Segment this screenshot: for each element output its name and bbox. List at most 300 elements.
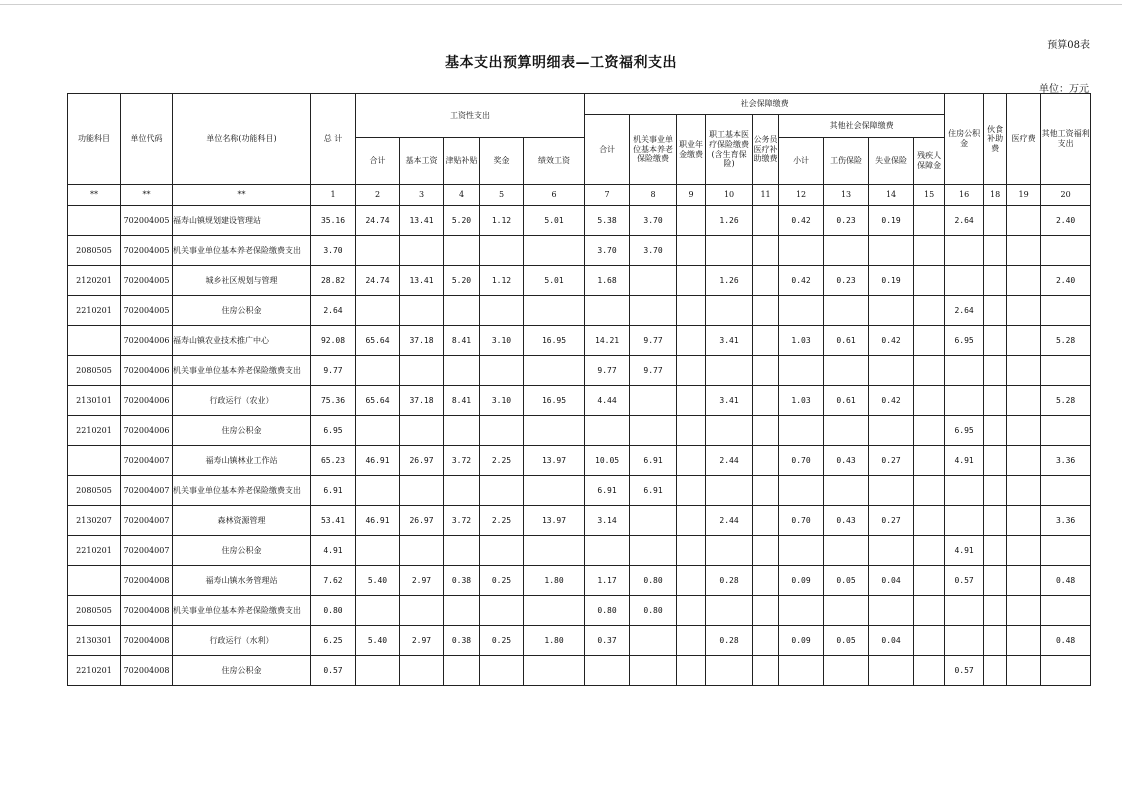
value-cell: 0.23	[824, 266, 869, 296]
value-cell	[914, 626, 945, 656]
value-cell: 3.14	[585, 506, 630, 536]
header-wage-total: 合计	[356, 138, 400, 185]
unit-name-cell: 机关事业单位基本养老保险缴费支出	[173, 476, 311, 506]
value-cell	[706, 296, 753, 326]
value-cell: 3.70	[311, 236, 356, 266]
value-cell	[869, 476, 914, 506]
value-cell: 0.25	[480, 566, 524, 596]
column-index-cell: 2	[356, 185, 400, 206]
value-cell	[914, 536, 945, 566]
value-cell	[984, 296, 1007, 326]
value-cell: 3.36	[1041, 446, 1091, 476]
value-cell: 0.09	[779, 626, 824, 656]
value-cell: 5.28	[1041, 386, 1091, 416]
value-cell	[677, 296, 706, 326]
value-cell: 3.70	[630, 236, 677, 266]
value-cell	[753, 596, 779, 626]
value-cell	[706, 236, 753, 266]
value-cell	[945, 476, 984, 506]
value-cell	[1041, 656, 1091, 686]
column-index-cell: 4	[444, 185, 480, 206]
value-cell	[1041, 296, 1091, 326]
table-row	[68, 446, 1091, 476]
value-cell	[869, 656, 914, 686]
value-cell	[400, 656, 444, 686]
column-index-cell: 15	[914, 185, 945, 206]
value-cell	[753, 656, 779, 686]
func-code-cell: 2130207	[68, 506, 121, 536]
func-code-cell: 2130301	[68, 626, 121, 656]
value-cell	[824, 476, 869, 506]
table-row	[68, 566, 1091, 596]
value-cell	[1007, 266, 1041, 296]
header-unit-name: 单位名称(功能科目)	[173, 94, 311, 185]
value-cell	[984, 416, 1007, 446]
func-code-cell: 2210201	[68, 656, 121, 686]
value-cell	[356, 596, 400, 626]
unit-name-cell: 住房公积金	[173, 536, 311, 566]
unit-name-cell: 福寿山镇农业技术推广中心	[173, 326, 311, 356]
value-cell	[984, 596, 1007, 626]
value-cell: 6.95	[945, 326, 984, 356]
value-cell	[356, 536, 400, 566]
value-cell	[914, 566, 945, 596]
value-cell: 28.82	[311, 266, 356, 296]
value-cell	[824, 656, 869, 686]
value-cell: 1.26	[706, 266, 753, 296]
value-cell: 0.43	[824, 446, 869, 476]
value-cell: 5.38	[585, 206, 630, 236]
column-index-cell: 18	[984, 185, 1007, 206]
value-cell: 2.97	[400, 626, 444, 656]
value-cell: 4.44	[585, 386, 630, 416]
value-cell	[706, 596, 753, 626]
value-cell: 3.10	[480, 326, 524, 356]
value-cell	[1007, 326, 1041, 356]
value-cell	[706, 536, 753, 566]
value-cell	[677, 656, 706, 686]
column-index-cell: 12	[779, 185, 824, 206]
unit-code-cell: 702004008	[121, 596, 173, 626]
header-disabled-fund: 残疾人保障金	[914, 138, 945, 185]
value-cell: 13.97	[524, 506, 585, 536]
value-cell	[945, 356, 984, 386]
table-body	[68, 206, 1091, 686]
value-cell	[984, 506, 1007, 536]
value-cell: 24.74	[356, 266, 400, 296]
unit-code-cell: 702004005	[121, 266, 173, 296]
value-cell: 3.70	[585, 236, 630, 266]
header-unemployment-insurance: 失业保险	[869, 138, 914, 185]
value-cell	[779, 476, 824, 506]
value-cell: 5.20	[444, 266, 480, 296]
unit-name-cell: 城乡社区规划与管理	[173, 266, 311, 296]
unit-name-cell: 住房公积金	[173, 296, 311, 326]
value-cell	[444, 476, 480, 506]
value-cell: 0.48	[1041, 566, 1091, 596]
header-injury-insurance: 工伤保险	[824, 138, 869, 185]
value-cell	[914, 206, 945, 236]
value-cell	[585, 656, 630, 686]
value-cell: 5.40	[356, 626, 400, 656]
value-cell	[869, 416, 914, 446]
value-cell	[869, 596, 914, 626]
header-annuity: 职业年金缴费	[677, 115, 706, 185]
value-cell: 3.41	[706, 386, 753, 416]
value-cell	[984, 356, 1007, 386]
column-index-cell: 14	[869, 185, 914, 206]
value-cell	[1007, 596, 1041, 626]
value-cell	[356, 296, 400, 326]
column-index-cell: **	[173, 185, 311, 206]
value-cell: 0.48	[1041, 626, 1091, 656]
value-cell: 0.05	[824, 626, 869, 656]
value-cell: 0.38	[444, 626, 480, 656]
value-cell	[630, 536, 677, 566]
value-cell	[630, 626, 677, 656]
value-cell	[677, 206, 706, 236]
value-cell: 8.41	[444, 386, 480, 416]
value-cell	[524, 356, 585, 386]
value-cell	[356, 416, 400, 446]
value-cell	[824, 416, 869, 446]
value-cell	[400, 536, 444, 566]
value-cell: 26.97	[400, 446, 444, 476]
value-cell: 2.64	[311, 296, 356, 326]
value-cell: 6.95	[945, 416, 984, 446]
value-cell	[753, 326, 779, 356]
unit-name-cell: 机关事业单位基本养老保险缴费支出	[173, 596, 311, 626]
value-cell	[1007, 416, 1041, 446]
value-cell	[984, 536, 1007, 566]
value-cell	[400, 356, 444, 386]
value-cell	[984, 656, 1007, 686]
value-cell: 4.91	[945, 536, 984, 566]
value-cell: 0.04	[869, 626, 914, 656]
value-cell	[480, 476, 524, 506]
value-cell: 0.57	[945, 656, 984, 686]
func-code-cell: 2210201	[68, 296, 121, 326]
value-cell	[677, 386, 706, 416]
unit-name-cell: 福寿山镇水务管理站	[173, 566, 311, 596]
value-cell	[524, 296, 585, 326]
unit-name-cell: 行政运行（水利）	[173, 626, 311, 656]
value-cell: 3.10	[480, 386, 524, 416]
value-cell	[1007, 206, 1041, 236]
unit-code-cell: 702004007	[121, 446, 173, 476]
table-row	[68, 656, 1091, 686]
value-cell	[914, 356, 945, 386]
value-cell: 2.97	[400, 566, 444, 596]
value-cell	[524, 656, 585, 686]
value-cell: 0.43	[824, 506, 869, 536]
value-cell	[984, 326, 1007, 356]
func-code-cell: 2130101	[68, 386, 121, 416]
value-cell: 4.91	[311, 536, 356, 566]
value-cell	[677, 506, 706, 536]
page-title: 基本支出预算明细表—工资福利支出	[445, 55, 677, 71]
value-cell	[984, 626, 1007, 656]
value-cell: 8.41	[444, 326, 480, 356]
column-index-cell: 16	[945, 185, 984, 206]
value-cell: 0.23	[824, 206, 869, 236]
value-cell: 6.91	[311, 476, 356, 506]
value-cell	[400, 296, 444, 326]
header-other-welfare: 其他工资福利支出	[1041, 94, 1091, 185]
header-bonus: 奖金	[480, 138, 524, 185]
value-cell: 0.28	[706, 626, 753, 656]
table-row	[68, 476, 1091, 506]
value-cell: 2.64	[945, 206, 984, 236]
value-cell	[869, 536, 914, 566]
unit-code-cell: 702004008	[121, 566, 173, 596]
value-cell: 1.03	[779, 326, 824, 356]
value-cell: 37.18	[400, 326, 444, 356]
value-cell	[753, 476, 779, 506]
value-cell: 0.80	[311, 596, 356, 626]
value-cell	[1041, 536, 1091, 566]
value-cell: 6.91	[630, 446, 677, 476]
unit-name-cell: 住房公积金	[173, 656, 311, 686]
func-code-cell	[68, 446, 121, 476]
value-cell	[1007, 236, 1041, 266]
value-cell	[1041, 596, 1091, 626]
value-cell	[630, 656, 677, 686]
value-cell	[677, 566, 706, 596]
value-cell: 2.25	[480, 446, 524, 476]
value-cell	[630, 386, 677, 416]
value-cell	[1007, 506, 1041, 536]
value-cell: 6.95	[311, 416, 356, 446]
value-cell: 16.95	[524, 326, 585, 356]
value-cell	[444, 356, 480, 386]
value-cell	[524, 476, 585, 506]
value-cell: 1.80	[524, 566, 585, 596]
column-index-cell: 1	[311, 185, 356, 206]
value-cell	[984, 386, 1007, 416]
value-cell: 75.36	[311, 386, 356, 416]
value-cell	[444, 296, 480, 326]
value-cell: 3.36	[1041, 506, 1091, 536]
unit-code-cell: 702004005	[121, 236, 173, 266]
value-cell	[869, 236, 914, 266]
value-cell	[400, 476, 444, 506]
value-cell: 7.62	[311, 566, 356, 596]
value-cell: 3.70	[630, 206, 677, 236]
header-food-allowance: 伙食补助费	[984, 94, 1007, 185]
table-row	[68, 626, 1091, 656]
value-cell: 65.64	[356, 386, 400, 416]
value-cell	[444, 536, 480, 566]
header-social-group: 社会保障缴费	[585, 94, 945, 115]
value-cell	[753, 626, 779, 656]
table-row	[68, 416, 1091, 446]
value-cell	[677, 266, 706, 296]
value-cell	[356, 356, 400, 386]
value-cell	[914, 266, 945, 296]
value-cell	[356, 656, 400, 686]
value-cell	[914, 596, 945, 626]
value-cell: 0.27	[869, 446, 914, 476]
value-cell	[524, 536, 585, 566]
value-cell	[480, 536, 524, 566]
value-cell	[945, 506, 984, 536]
value-cell	[1041, 416, 1091, 446]
table-row	[68, 206, 1091, 236]
header-func-code: 功能科目	[68, 94, 121, 185]
value-cell	[677, 476, 706, 506]
table-row	[68, 536, 1091, 566]
value-cell: 0.61	[824, 386, 869, 416]
value-cell	[480, 356, 524, 386]
value-cell	[706, 656, 753, 686]
value-cell	[984, 476, 1007, 506]
budget-table	[67, 93, 1091, 686]
value-cell	[677, 536, 706, 566]
header-other-subtotal: 小计	[779, 138, 824, 185]
value-cell: 5.40	[356, 566, 400, 596]
value-cell	[824, 236, 869, 266]
value-cell	[677, 416, 706, 446]
value-cell	[779, 416, 824, 446]
value-cell: 5.20	[444, 206, 480, 236]
value-cell	[400, 596, 444, 626]
value-cell	[984, 206, 1007, 236]
table-row	[68, 236, 1091, 266]
value-cell: 0.42	[779, 206, 824, 236]
column-index-cell: 8	[630, 185, 677, 206]
func-code-cell: 2080505	[68, 236, 121, 266]
header-basic-wage: 基本工资	[400, 138, 444, 185]
value-cell	[984, 446, 1007, 476]
value-cell	[753, 506, 779, 536]
value-cell: 0.04	[869, 566, 914, 596]
unit-code-cell: 702004006	[121, 356, 173, 386]
value-cell	[945, 236, 984, 266]
value-cell	[914, 446, 945, 476]
value-cell: 0.80	[585, 596, 630, 626]
value-cell	[779, 596, 824, 626]
value-cell	[945, 266, 984, 296]
value-cell	[914, 386, 945, 416]
unit-code-cell: 702004006	[121, 416, 173, 446]
value-cell: 0.80	[630, 596, 677, 626]
value-cell	[1041, 236, 1091, 266]
value-cell	[524, 596, 585, 626]
header-total: 总 计	[311, 94, 356, 185]
value-cell: 13.41	[400, 266, 444, 296]
value-cell	[753, 356, 779, 386]
value-cell	[869, 296, 914, 326]
value-cell	[1041, 476, 1091, 506]
table-row	[68, 266, 1091, 296]
column-index-cell: 11	[753, 185, 779, 206]
value-cell	[914, 296, 945, 326]
value-cell: 37.18	[400, 386, 444, 416]
value-cell	[753, 566, 779, 596]
value-cell	[356, 236, 400, 266]
value-cell	[914, 326, 945, 356]
value-cell: 0.42	[869, 326, 914, 356]
value-cell	[677, 236, 706, 266]
value-cell	[753, 416, 779, 446]
value-cell: 0.61	[824, 326, 869, 356]
table-row	[68, 356, 1091, 386]
value-cell: 1.03	[779, 386, 824, 416]
value-cell: 0.27	[869, 506, 914, 536]
value-cell	[677, 446, 706, 476]
value-cell: 1.12	[480, 206, 524, 236]
value-cell	[753, 206, 779, 236]
value-cell: 92.08	[311, 326, 356, 356]
value-cell	[779, 536, 824, 566]
func-code-cell	[68, 206, 121, 236]
value-cell: 0.80	[630, 566, 677, 596]
value-cell	[1007, 566, 1041, 596]
value-cell	[400, 236, 444, 266]
table-row	[68, 296, 1091, 326]
value-cell: 0.19	[869, 266, 914, 296]
value-cell	[1007, 626, 1041, 656]
value-cell	[630, 416, 677, 446]
column-index-cell: 5	[480, 185, 524, 206]
header-other-social-group: 其他社会保障缴费	[779, 115, 945, 138]
value-cell	[824, 296, 869, 326]
func-code-cell	[68, 326, 121, 356]
unit-code-cell: 702004006	[121, 326, 173, 356]
value-cell: 0.37	[585, 626, 630, 656]
value-cell: 0.25	[480, 626, 524, 656]
value-cell	[706, 356, 753, 386]
column-index-cell: 7	[585, 185, 630, 206]
value-cell	[480, 296, 524, 326]
unit-code-cell: 702004005	[121, 206, 173, 236]
value-cell	[677, 626, 706, 656]
value-cell	[914, 656, 945, 686]
value-cell	[630, 296, 677, 326]
value-cell: 0.57	[311, 656, 356, 686]
value-cell	[1007, 536, 1041, 566]
value-cell	[356, 476, 400, 506]
value-cell	[480, 596, 524, 626]
header-medical-insurance: 职工基本医疗保险缴费(含生育保险)	[706, 115, 753, 185]
value-cell	[480, 236, 524, 266]
value-cell: 1.26	[706, 206, 753, 236]
column-index-cell: 19	[1007, 185, 1041, 206]
value-cell: 0.42	[779, 266, 824, 296]
value-cell	[945, 626, 984, 656]
unit-name-cell: 福寿山镇林业工作站	[173, 446, 311, 476]
func-code-cell	[68, 566, 121, 596]
column-index-row	[68, 185, 1091, 206]
value-cell	[444, 236, 480, 266]
value-cell: 0.70	[779, 446, 824, 476]
value-cell	[824, 596, 869, 626]
value-cell: 13.97	[524, 446, 585, 476]
value-cell: 0.57	[945, 566, 984, 596]
value-cell	[914, 416, 945, 446]
value-cell: 4.91	[945, 446, 984, 476]
table-row	[68, 326, 1091, 356]
value-cell	[869, 356, 914, 386]
value-cell: 46.91	[356, 446, 400, 476]
value-cell: 9.77	[311, 356, 356, 386]
func-code-cell: 2080505	[68, 596, 121, 626]
value-cell: 5.28	[1041, 326, 1091, 356]
column-index-cell: 3	[400, 185, 444, 206]
value-cell	[984, 566, 1007, 596]
value-cell: 35.16	[311, 206, 356, 236]
